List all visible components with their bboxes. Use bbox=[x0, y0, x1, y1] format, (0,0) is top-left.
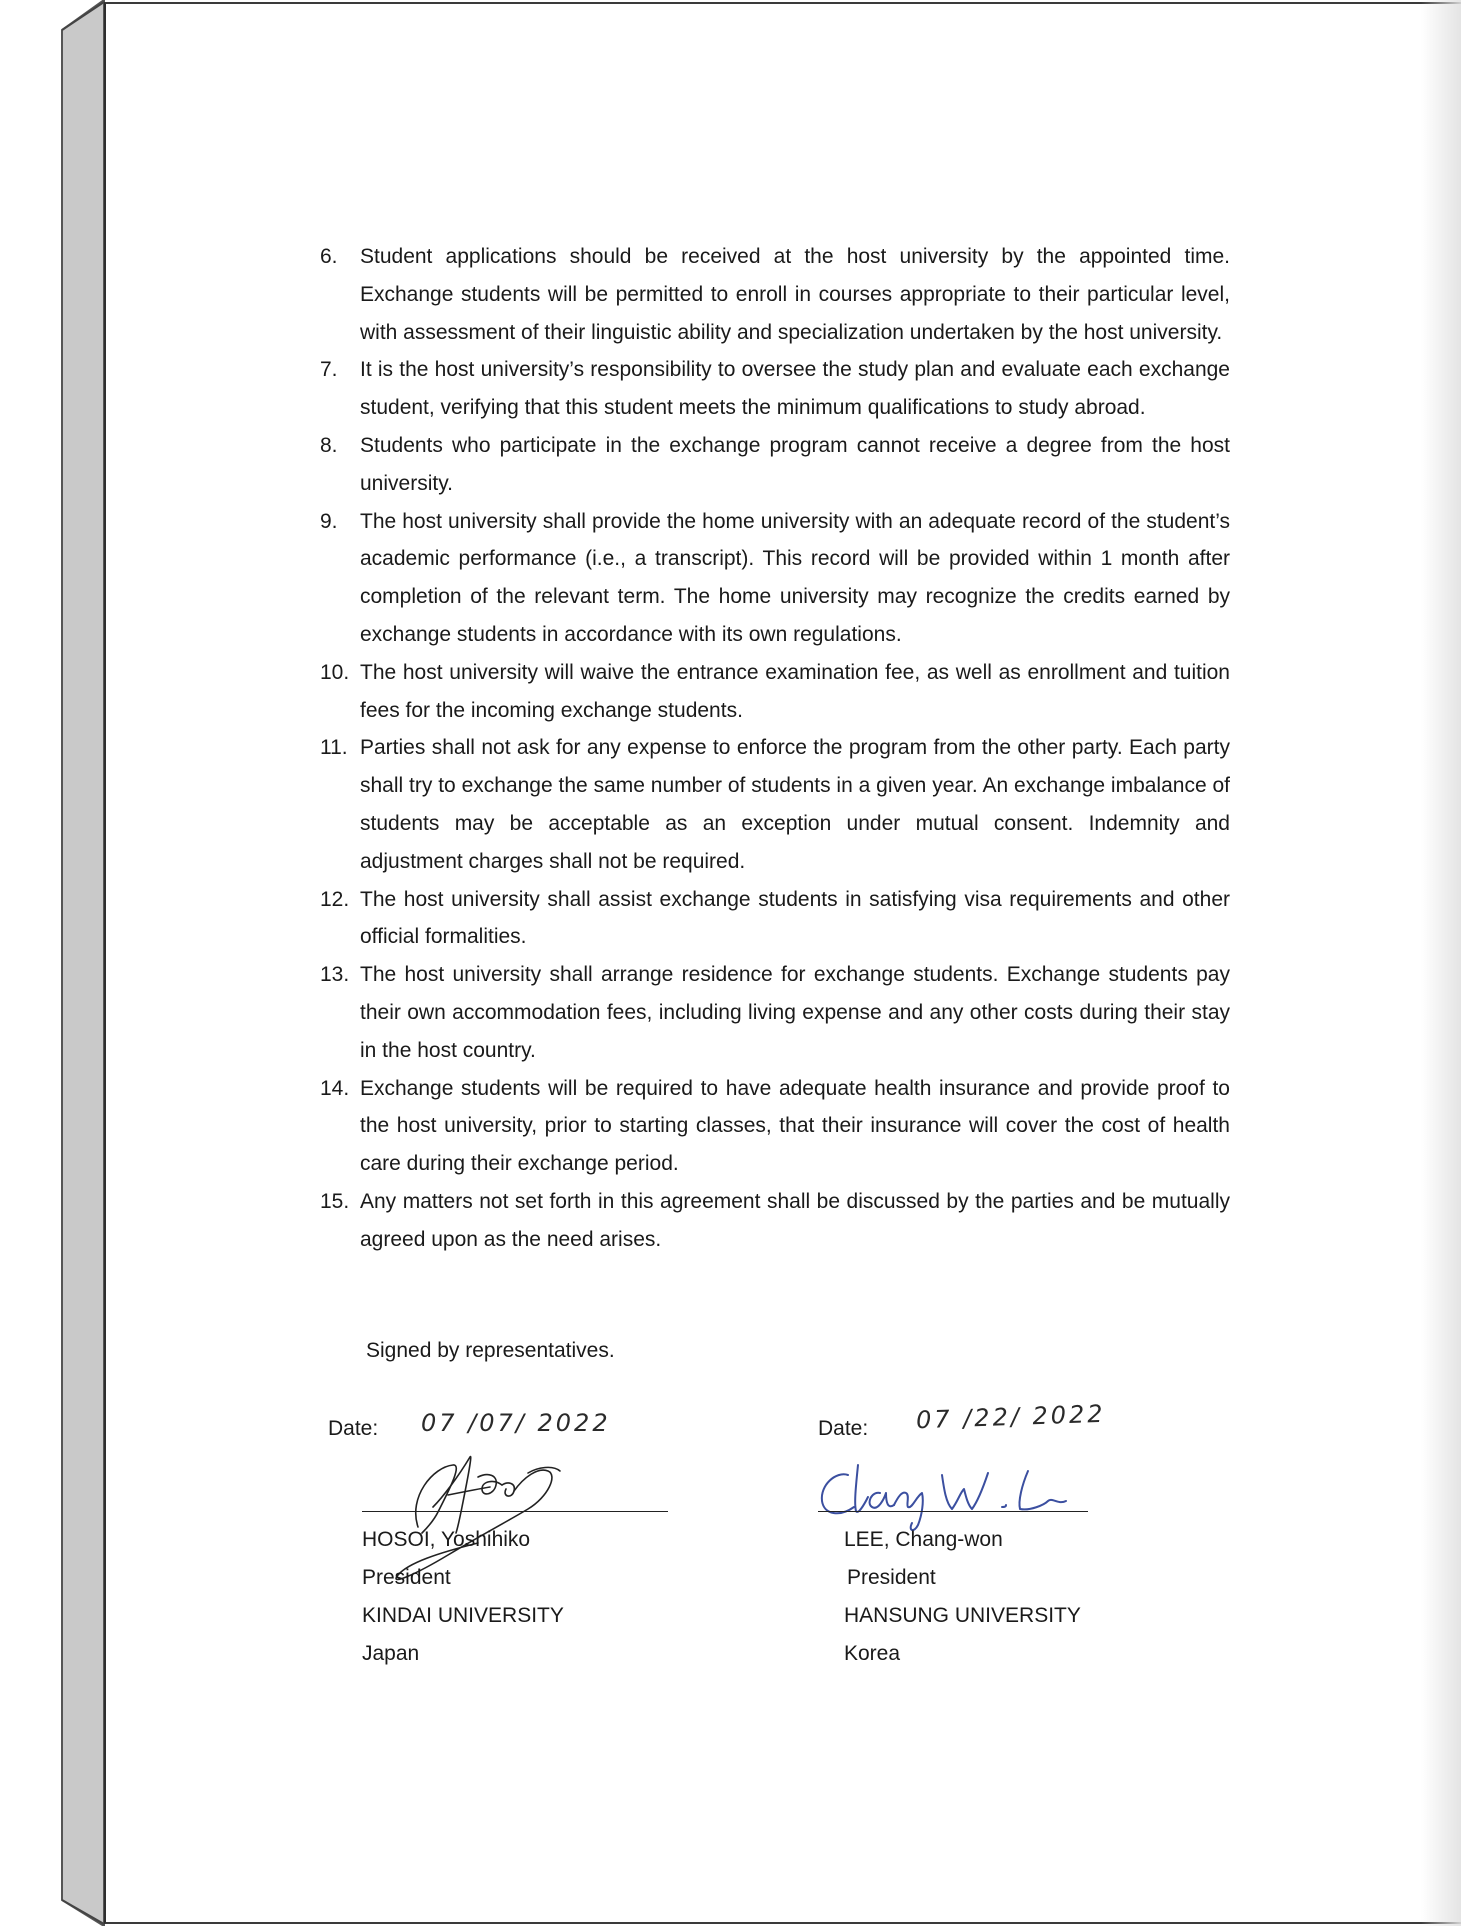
signatory-country: Korea bbox=[844, 1642, 901, 1665]
clause-number: 11. bbox=[320, 736, 348, 760]
clause-item bbox=[320, 1183, 1230, 1259]
clause-item bbox=[320, 427, 1230, 503]
signatory-block-hansung bbox=[818, 1395, 1198, 1685]
clause-text: Student applications should be received at the host university by the appointed time. Exchange students will be permitted to enroll in courses appropriate to their particular level, with assessment of their linguistic ability and specialization undertaken by the host university. bbox=[360, 245, 1230, 344]
clause-number: 15. bbox=[320, 1189, 350, 1213]
signatory-institution: KINDAI UNIVERSITY bbox=[362, 1604, 564, 1627]
clause-item bbox=[320, 729, 1230, 880]
clause-number: 14. bbox=[320, 1076, 350, 1100]
clause-item bbox=[320, 881, 1230, 957]
signatory-title: President bbox=[362, 1566, 451, 1589]
clause-text: Students who participate in the exchange program cannot receive a degree from the host university. bbox=[360, 433, 1230, 495]
clause-text: Any matters not set forth in this agreement shall be discussed by the parties and be mutually agreed upon as the need arises. bbox=[360, 1189, 1230, 1251]
clause-item bbox=[320, 654, 1230, 730]
clause-number: 9. bbox=[320, 509, 338, 533]
clause-number: 7. bbox=[320, 358, 338, 382]
signatory-country: Japan bbox=[362, 1642, 420, 1665]
clause-item bbox=[320, 1070, 1230, 1183]
clause-text: Parties shall not ask for any expense to enforce the program from the other party. Each party shall try to exchange the same number of students in a given year. An exchange imbalance of students may be acceptable as an exception under mutual consent. Indemnity and adjustment charges shall not be required. bbox=[360, 736, 1230, 873]
clause-text: The host university will waive the entrance examination fee, as well as enrollment and tuition fees for the incoming exchange students. bbox=[360, 660, 1230, 722]
handwritten-date: 07 /22/ 2022 bbox=[915, 1399, 1107, 1435]
date-label: Date: bbox=[328, 1417, 379, 1440]
signatory-details bbox=[844, 1521, 1081, 1673]
handwritten-date: 07 /07/ 2022 bbox=[421, 1409, 611, 1437]
clause-number: 12. bbox=[320, 887, 350, 911]
clause-text: The host university shall provide the home university with an adequate record of the student’s academic performance (i.e., a transcript). This record will be provided within 1 month after completion of the relevant term. The home university may recognize the credits earned by exchange students in accordance with its own regulations. bbox=[360, 509, 1230, 646]
clause-number: 10. bbox=[320, 660, 350, 684]
clause-text: The host university shall assist exchange students in satisfying visa requirements and other official formalities. bbox=[360, 887, 1230, 949]
clause-number: 6. bbox=[320, 245, 338, 268]
clause-item bbox=[320, 956, 1230, 1069]
page-stack-edge bbox=[58, 0, 106, 1926]
clause-number: 13. bbox=[320, 963, 350, 987]
signatory-title: President bbox=[847, 1566, 936, 1589]
date-label: Date: bbox=[818, 1417, 869, 1440]
signed-by-representatives: Signed by representatives. bbox=[366, 1339, 615, 1362]
clause-item bbox=[320, 503, 1230, 654]
signatory-block-kindai bbox=[328, 1395, 708, 1685]
clause-text: The host university shall arrange residence for exchange students. Exchange students pay their own accommodation fees, including living expense and any other costs during their stay in the host country. bbox=[360, 963, 1230, 1062]
signatory-institution: HANSUNG UNIVERSITY bbox=[844, 1604, 1081, 1627]
signatory-details bbox=[362, 1521, 564, 1673]
agreement-clauses bbox=[320, 238, 1230, 1259]
signatory-name: LEE, Chang-won bbox=[844, 1528, 1003, 1551]
clause-text: Exchange students will be required to have adequate health insurance and provide proof to the host university, prior to starting classes, that their insurance will cover the cost of health care during their exchange period. bbox=[360, 1076, 1230, 1176]
signatory-name: HOSOI, Yoshihiko bbox=[362, 1528, 531, 1551]
clause-item bbox=[320, 351, 1230, 427]
signature-line bbox=[818, 1511, 1088, 1512]
clause-item bbox=[320, 238, 1230, 351]
clause-number: 8. bbox=[320, 433, 338, 457]
page-shadow bbox=[1421, 0, 1461, 1926]
clause-text: It is the host university’s responsibility to oversee the study plan and evaluate each exchange student, verifying that this student meets the minimum qualifications to study abroad. bbox=[360, 358, 1230, 420]
signature-line bbox=[362, 1511, 668, 1512]
